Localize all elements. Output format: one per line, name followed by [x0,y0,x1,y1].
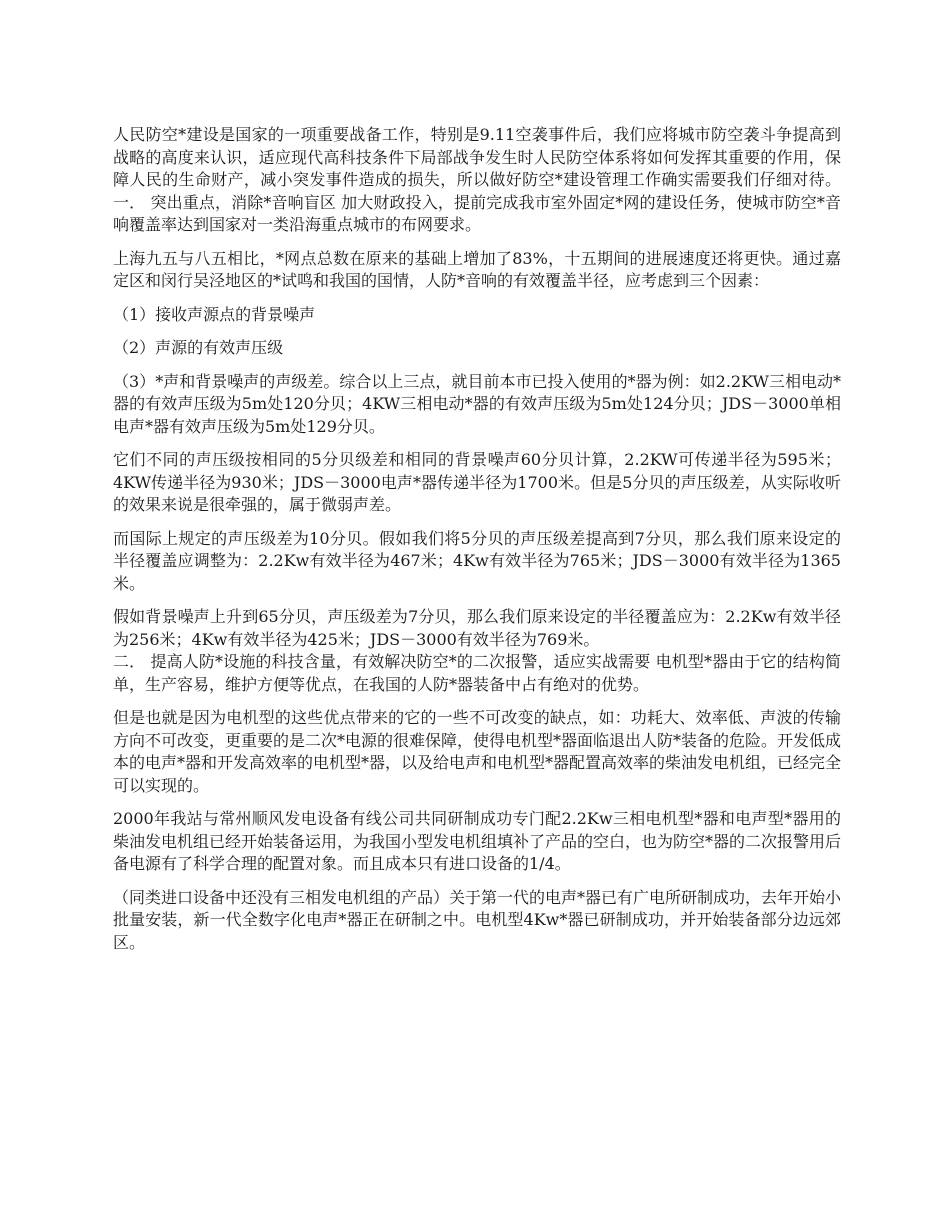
paragraph-factor-3: （3）*声和背景噪声的声级差。综合以上三点，就目前本市已投入使用的*器为例：如2.2KW三相电动*器的有效声压级为5m处120分贝；4KW三相电动*器的有效声压级为5m处124分贝；JDS－3000单相电声*器有效声压级为5m处129分贝。 [113,371,841,436]
paragraph-electroacoustic: （同类进口设备中还没有三相发电机组的产品）关于第一代的电声*器已有广电所研制成功，去年开始小批量安装，新一代全数字化电声*器正在研制之中。电机型4Kw*器已研制成功，并开始装备部分边远郊区。 [113,887,842,952]
paragraph-coverage: 上海九五与八五相比，*网点总数在原来的基础上增加了83%，十五期间的进展速度还将更快。通过嘉定区和闵行吴泾地区的*试鸣和我国的国情，人防*音响的有效覆盖半径，应考虑到三个因素： [113,248,841,290]
paragraph-factor-1: （1）接收声源点的背景噪声 [113,304,316,324]
paragraph-radius-7db: 而国际上规定的声压级差为10分贝。假如我们将5分贝的声压级差提高到7分贝，那么我们原来设定的半径覆盖应调整为：2.2Kw有效半径为467米；4Kw有效半径为765米；JDS－3000有效半径为1365米。 [113,528,841,593]
paragraph-generator: 2000年我站与常州顺风发电设备有线公司共同研制成功专门配2.2Kw三相电机型*器和电声型*器用的柴油发电机组已经开始装备运用，为我国小型发电机组填补了产品的空白，也为防空*器的二次报警用后备电源有了科学合理的配置对象。而且成本只有进口设备的1/4。 [113,809,842,873]
document-body [113,124,841,965]
paragraph-noise-65db: 假如背景噪声上升到65分贝，声压级差为7分贝，那么我们原来设定的半径覆盖应为：2.2Kw有效半径为256米；4Kw有效半径为425米；JDS－3000有效半径为769米。 二． 提高人防*设施的科技含量，有效解决防空*的二次报警，适应实战需要 电机型*器由于它的结构简单，生产容易，维护方便等优点，在我国的人防*器装备中占有绝对的优势。 [113,607,841,694]
paragraph-motor-drawbacks: 但是也就是因为电机型的这些优点带来的它的一些不可改变的缺点，如：功耗大、效率低、声波的传输方向不可改变，更重要的是二次*电源的很难保障，使得电机型*器面临退出人防*装备的危险。开发低成本的电声*器和开发高效率的电机型*器，以及给电声和电机型*器配置高效率的柴油发电机组，已经完全可以实现的。 [113,708,842,795]
paragraph-intro: 人民防空*建设是国家的一项重要战备工作，特别是9.11空袭事件后，我们应将城市防空袭斗争提高到战略的高度来认识，适应现代高科技条件下局部战争发生时人民防空体系将如何发挥其重要的作用，保障人民的生命财产，减小突发事件造成的损失，所以做好防空*建设管理工作确实需要我们仔细对待。 一． 突出重点，消除*音响盲区 加大财政投入，提前完成我市室外固定*网的建设任务，使城市防空*音响覆盖率达到国家对一类沿海重点城市的布网要求。 [113,125,841,234]
paragraph-radius-5db: 它们不同的声压级按相同的5分贝级差和相同的背景噪声60分贝计算，2.2KW可传递半径为595米；4KW传递半径为930米；JDS－3000电声*器传递半径为1700米。但是5分贝的声压级差，从实际收听的效果来说是很牵强的，属于微弱声差。 [113,450,841,514]
paragraph-factor-2: （2）声源的有效声压级 [113,338,284,357]
